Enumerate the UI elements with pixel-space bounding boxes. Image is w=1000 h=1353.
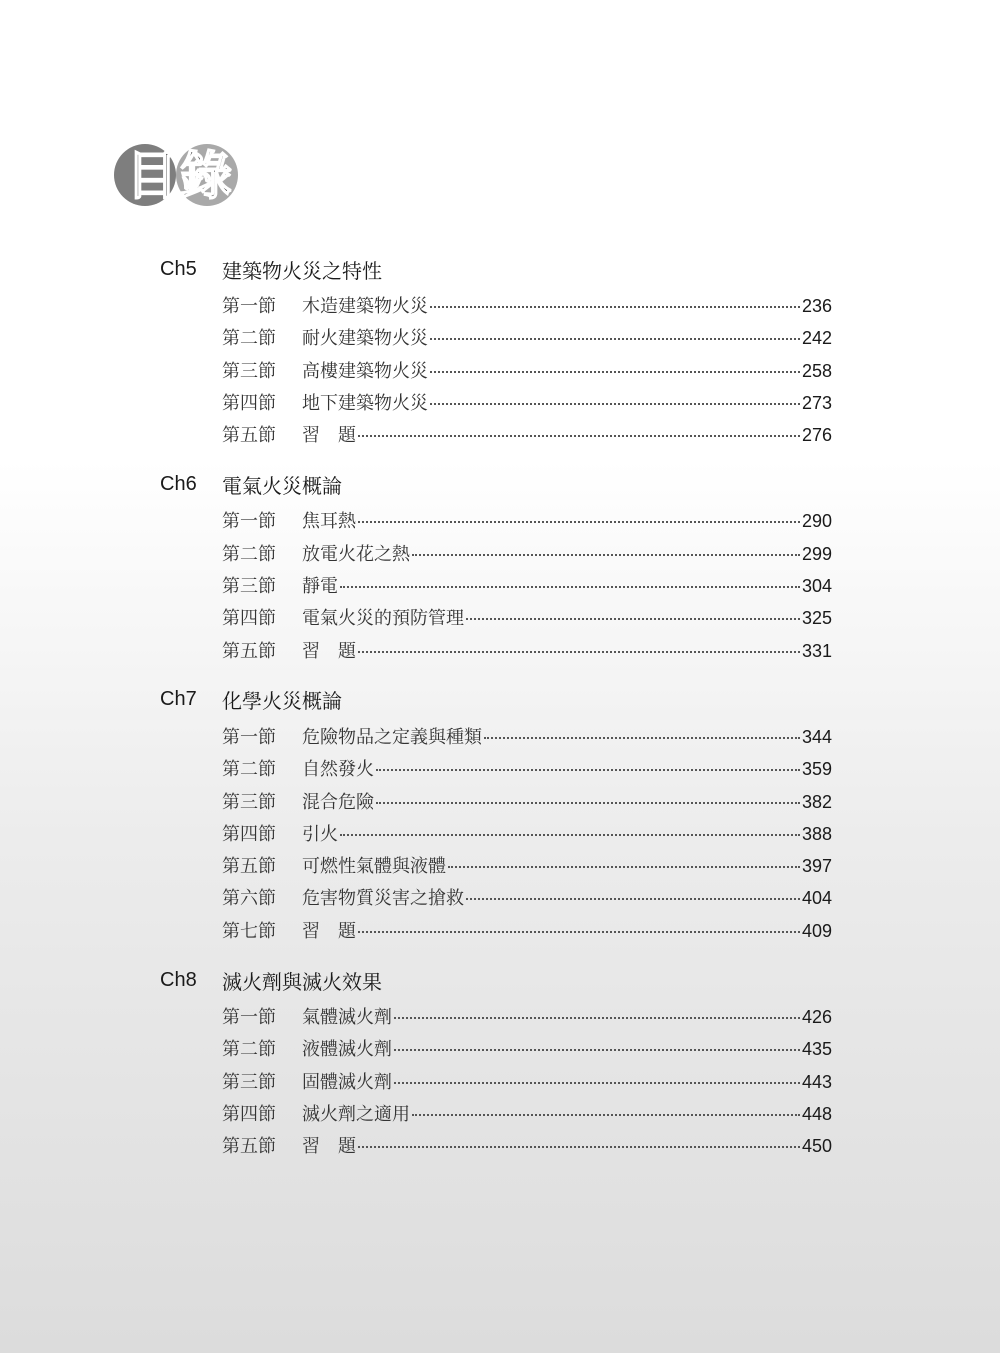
section-title: 地下建築物火災 <box>302 392 428 414</box>
section-label: 第三節 <box>222 576 276 598</box>
dot-leader <box>358 931 800 933</box>
toc-entry[interactable] <box>222 755 832 787</box>
section-title: 引火 <box>302 823 338 845</box>
section-title: 固體滅火劑 <box>302 1071 392 1093</box>
section-title: 電氣火災的預防管理 <box>302 608 464 630</box>
page-number: 404 <box>801 888 832 909</box>
section-title: 靜電 <box>302 576 338 598</box>
section-label: 第四節 <box>222 608 276 630</box>
section-label: 第五節 <box>222 1136 276 1158</box>
toc-entry[interactable] <box>222 421 832 453</box>
page-number: 397 <box>801 856 832 877</box>
section-title: 混合危險 <box>302 791 374 813</box>
section-label: 第五節 <box>222 856 276 878</box>
section-label: 第一節 <box>222 511 276 533</box>
section-label: 第五節 <box>222 640 276 662</box>
section-title: 習 題 <box>302 1136 356 1158</box>
chapter-heading[interactable] <box>160 252 832 286</box>
page-number: 258 <box>801 360 832 381</box>
dot-leader <box>466 618 800 620</box>
dot-leader <box>358 1146 800 1148</box>
section-label: 第二節 <box>222 759 276 781</box>
section-label: 第二節 <box>222 1039 276 1061</box>
dot-leader <box>430 306 800 308</box>
dot-leader <box>340 586 800 588</box>
section-title: 放電火花之熱 <box>302 543 410 565</box>
dot-leader <box>430 371 800 373</box>
dot-leader <box>430 338 800 340</box>
section-label: 第五節 <box>222 425 276 447</box>
section-label: 第四節 <box>222 1103 276 1125</box>
toc-entry[interactable] <box>222 788 832 820</box>
page-number: 290 <box>801 511 832 532</box>
dot-leader <box>358 435 800 437</box>
toc-entry[interactable] <box>222 389 832 421</box>
toc-entry[interactable] <box>222 917 832 949</box>
page-number: 426 <box>801 1007 832 1028</box>
toc-entry[interactable] <box>222 852 832 884</box>
dot-leader <box>412 554 800 556</box>
toc-entry[interactable] <box>222 1100 832 1132</box>
section-title: 液體滅火劑 <box>302 1039 392 1061</box>
page-number: 344 <box>801 726 832 747</box>
section-label: 第四節 <box>222 823 276 845</box>
toc-heading-badge <box>114 140 254 216</box>
page-number: 388 <box>801 823 832 844</box>
section-title: 木造建築物火災 <box>302 296 428 317</box>
toc-entry[interactable] <box>222 572 832 604</box>
page-title: 目錄 <box>126 147 235 207</box>
dot-leader <box>394 1082 800 1084</box>
page-number: 382 <box>801 791 832 812</box>
toc-entry[interactable] <box>222 820 832 852</box>
section-title: 滅火劑之適用 <box>302 1103 410 1125</box>
toc-entry[interactable] <box>222 1068 832 1100</box>
page-number: 450 <box>801 1136 832 1157</box>
toc-entry[interactable] <box>222 540 832 572</box>
dot-leader <box>412 1114 800 1116</box>
page-number: 325 <box>801 608 832 629</box>
table-of-contents <box>160 252 832 1179</box>
chapter-title: 滅火劑與滅火效果 <box>222 969 382 994</box>
toc-entry[interactable] <box>222 507 832 539</box>
dot-leader <box>394 1017 800 1019</box>
toc-entry[interactable] <box>222 292 832 324</box>
section-title: 自然發火 <box>302 759 374 781</box>
page-number: 409 <box>801 920 832 941</box>
section-label: 第一節 <box>222 1007 276 1029</box>
page-number: 359 <box>801 759 832 780</box>
toc-entry[interactable] <box>222 1132 832 1164</box>
section-label: 第四節 <box>222 392 276 414</box>
chapter-number: Ch7 <box>160 688 197 711</box>
section-label: 第三節 <box>222 1071 276 1093</box>
toc-entry[interactable] <box>222 637 832 669</box>
dot-leader <box>358 651 800 653</box>
section-title: 習 題 <box>302 425 356 447</box>
dot-leader <box>430 403 800 405</box>
toc-entry[interactable] <box>222 357 832 389</box>
dot-leader <box>376 802 800 804</box>
section-title: 耐火建築物火災 <box>302 328 428 350</box>
dot-leader <box>376 769 800 771</box>
chapter-title: 化學火災概論 <box>222 689 342 714</box>
dot-leader <box>484 737 800 739</box>
dot-leader <box>358 521 800 523</box>
chapter-block <box>160 963 832 1164</box>
section-label: 第七節 <box>222 920 276 942</box>
page-number: 273 <box>801 392 832 413</box>
section-title: 危害物質災害之搶救 <box>302 888 464 910</box>
section-label: 第三節 <box>222 791 276 813</box>
chapter-number: Ch8 <box>160 968 197 991</box>
section-title: 可燃性氣體與液體 <box>302 856 446 878</box>
section-title: 習 題 <box>302 920 356 942</box>
chapter-title: 建築物火災之特性 <box>222 258 382 283</box>
dot-leader <box>448 866 800 868</box>
chapter-heading[interactable] <box>160 963 832 997</box>
page-number: 331 <box>801 640 832 661</box>
chapter-title: 電氣火災概論 <box>222 473 342 498</box>
chapter-number: Ch6 <box>160 472 197 495</box>
toc-entry[interactable] <box>222 324 832 356</box>
dot-leader <box>394 1049 800 1051</box>
page-number: 448 <box>801 1103 832 1124</box>
page-number: 236 <box>801 296 832 316</box>
section-title: 焦耳熱 <box>302 511 356 533</box>
page-number: 435 <box>801 1039 832 1060</box>
section-title: 氣體滅火劑 <box>302 1007 392 1029</box>
toc-entry[interactable] <box>222 1003 832 1035</box>
section-label: 第一節 <box>222 726 276 748</box>
toc-entry[interactable] <box>222 604 832 636</box>
toc-entry[interactable] <box>222 1035 832 1067</box>
toc-entry[interactable] <box>222 723 832 755</box>
page-number: 443 <box>801 1071 832 1092</box>
section-title: 危險物品之定義與種類 <box>302 726 482 748</box>
page-number: 242 <box>801 328 832 349</box>
page-number: 276 <box>801 425 832 446</box>
section-label: 第二節 <box>222 543 276 565</box>
chapter-block <box>160 683 832 949</box>
section-title: 習 題 <box>302 640 356 662</box>
section-label: 第二節 <box>222 328 276 350</box>
chapter-heading[interactable] <box>160 683 832 717</box>
dot-leader <box>340 834 800 836</box>
toc-entry[interactable] <box>222 884 832 916</box>
chapter-heading[interactable] <box>160 467 832 501</box>
section-title: 高樓建築物火災 <box>302 360 428 382</box>
chapter-block <box>160 467 832 668</box>
page-number: 299 <box>801 543 832 564</box>
chapter-block <box>160 252 832 453</box>
dot-leader <box>466 898 800 900</box>
section-label: 第一節 <box>222 296 276 317</box>
chapter-number: Ch5 <box>160 257 197 280</box>
section-label: 第三節 <box>222 360 276 382</box>
page-number: 304 <box>801 576 832 597</box>
section-label: 第六節 <box>222 888 276 910</box>
